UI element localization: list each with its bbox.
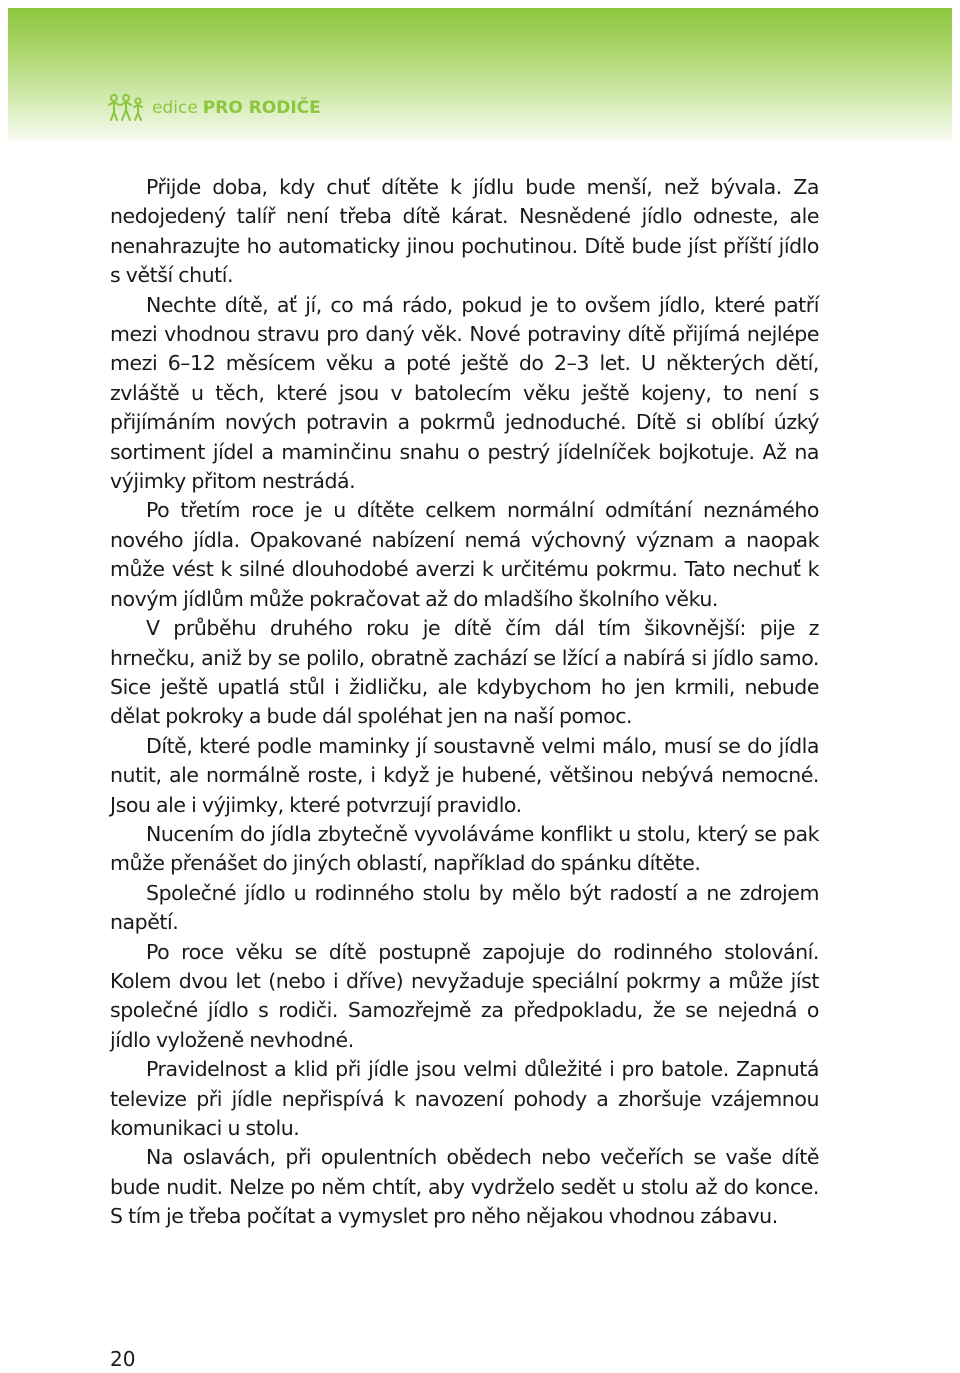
paragraph: Pravidelnost a klid při jídle jsou velmi důležité i pro batole. Zapnutá televize při jídle nepřispívá k navození pohody a zhoršuje vzájemnou komunikaci u stolu.: [110, 1057, 819, 1140]
paragraph: Přijde doba, kdy chuť dítěte k jídlu bude menší, než bývala. Za nedojedený talíř není třeba dítě kárat. Nesnědené jídlo odneste, ale nenahrazujte ho automaticky jinou pochutinou. Dítě bude jíst příští jídlo s větší chutí.: [110, 175, 819, 288]
paragraph: V průběhu druhého roku je dítě čím dál tím šikovnější: pije z hrnečku, aniž by se polilo, obratně zachází se lžící a nabírá si jídlo samo. Sice ještě upatlá stůl i židličku, ale kdybychom ho jen krmili, nebude dělat pokroky a bude dál spoléhat jen na naší pomoc.: [110, 616, 819, 729]
series-name: PRO RODIČE: [202, 98, 321, 118]
paragraph: Po roce věku se dítě postupně zapojuje do rodinného stolování. Kolem dvou let (nebo i dříve) nevyžaduje speciální pokrmy a může jíst společné jídlo s rodiči. Samozřejmě za předpokladu, že se nejedná o jídlo vyloženě nevhodné.: [110, 939, 819, 1052]
page-number: 20: [110, 1347, 136, 1371]
paragraph: Dítě, které podle maminky jí soustavně velmi málo, musí se do jídla nutit, ale normálně roste, i když je hubené, většinou nebývá nemocné. Jsou ale i výjimky, které potvrzují pravidlo.: [110, 733, 819, 817]
paragraph: Společné jídlo u rodinného stolu by mělo být radostí a ne zdrojem napětí.: [110, 880, 819, 935]
paragraph: Nucením do jídla zbytečně vyvoláváme konflikt u stolu, který se pak může přenášet do jiných oblastí, například do spánku dítěte.: [110, 821, 819, 876]
paragraph: Po třetím roce je u dítěte celkem normální odmítání neznámého nového jídla. Opakované nabízení nemá výchovný význam a naopak může vést k silné dlouhodobé averzi k určitému pokrmu. Tato nechuť k novým jídlům může pokračovat až do mladšího školního věku.: [110, 498, 819, 611]
paragraph: Nechte dítě, ať jí, co má rádo, pokud je to ovšem jídlo, které patří mezi vhodnou stravu pro daný věk. Nové potraviny dítě přijímá nejlépe mezi 6–12 měsícem věku a poté ještě do 2–3 let. U některých dětí, zvláště u těch, které jsou v batolecím věku ještě kojeny, to není s přijímáním nových potravin a pokrmů jednoduché. Dítě si oblíbí úzký sortiment jídel a maminčinu snahu o pestrý jídelníček bojkotuje. Až na výjimky přitom nestrádá.: [110, 292, 819, 494]
series-label: [108, 94, 321, 122]
body-text: [110, 173, 819, 1232]
family-icon: [108, 94, 144, 122]
paragraph: Na oslavách, při opulentních obědech nebo večeřích se vaše dítě bude nudit. Nelze po něm chtít, aby vydrželo sedět u stolu až do konce. S tím je třeba počítat a vymyslet pro něho nějakou vhodnou zábavu.: [110, 1145, 819, 1229]
series-prefix: edice: [152, 98, 198, 118]
